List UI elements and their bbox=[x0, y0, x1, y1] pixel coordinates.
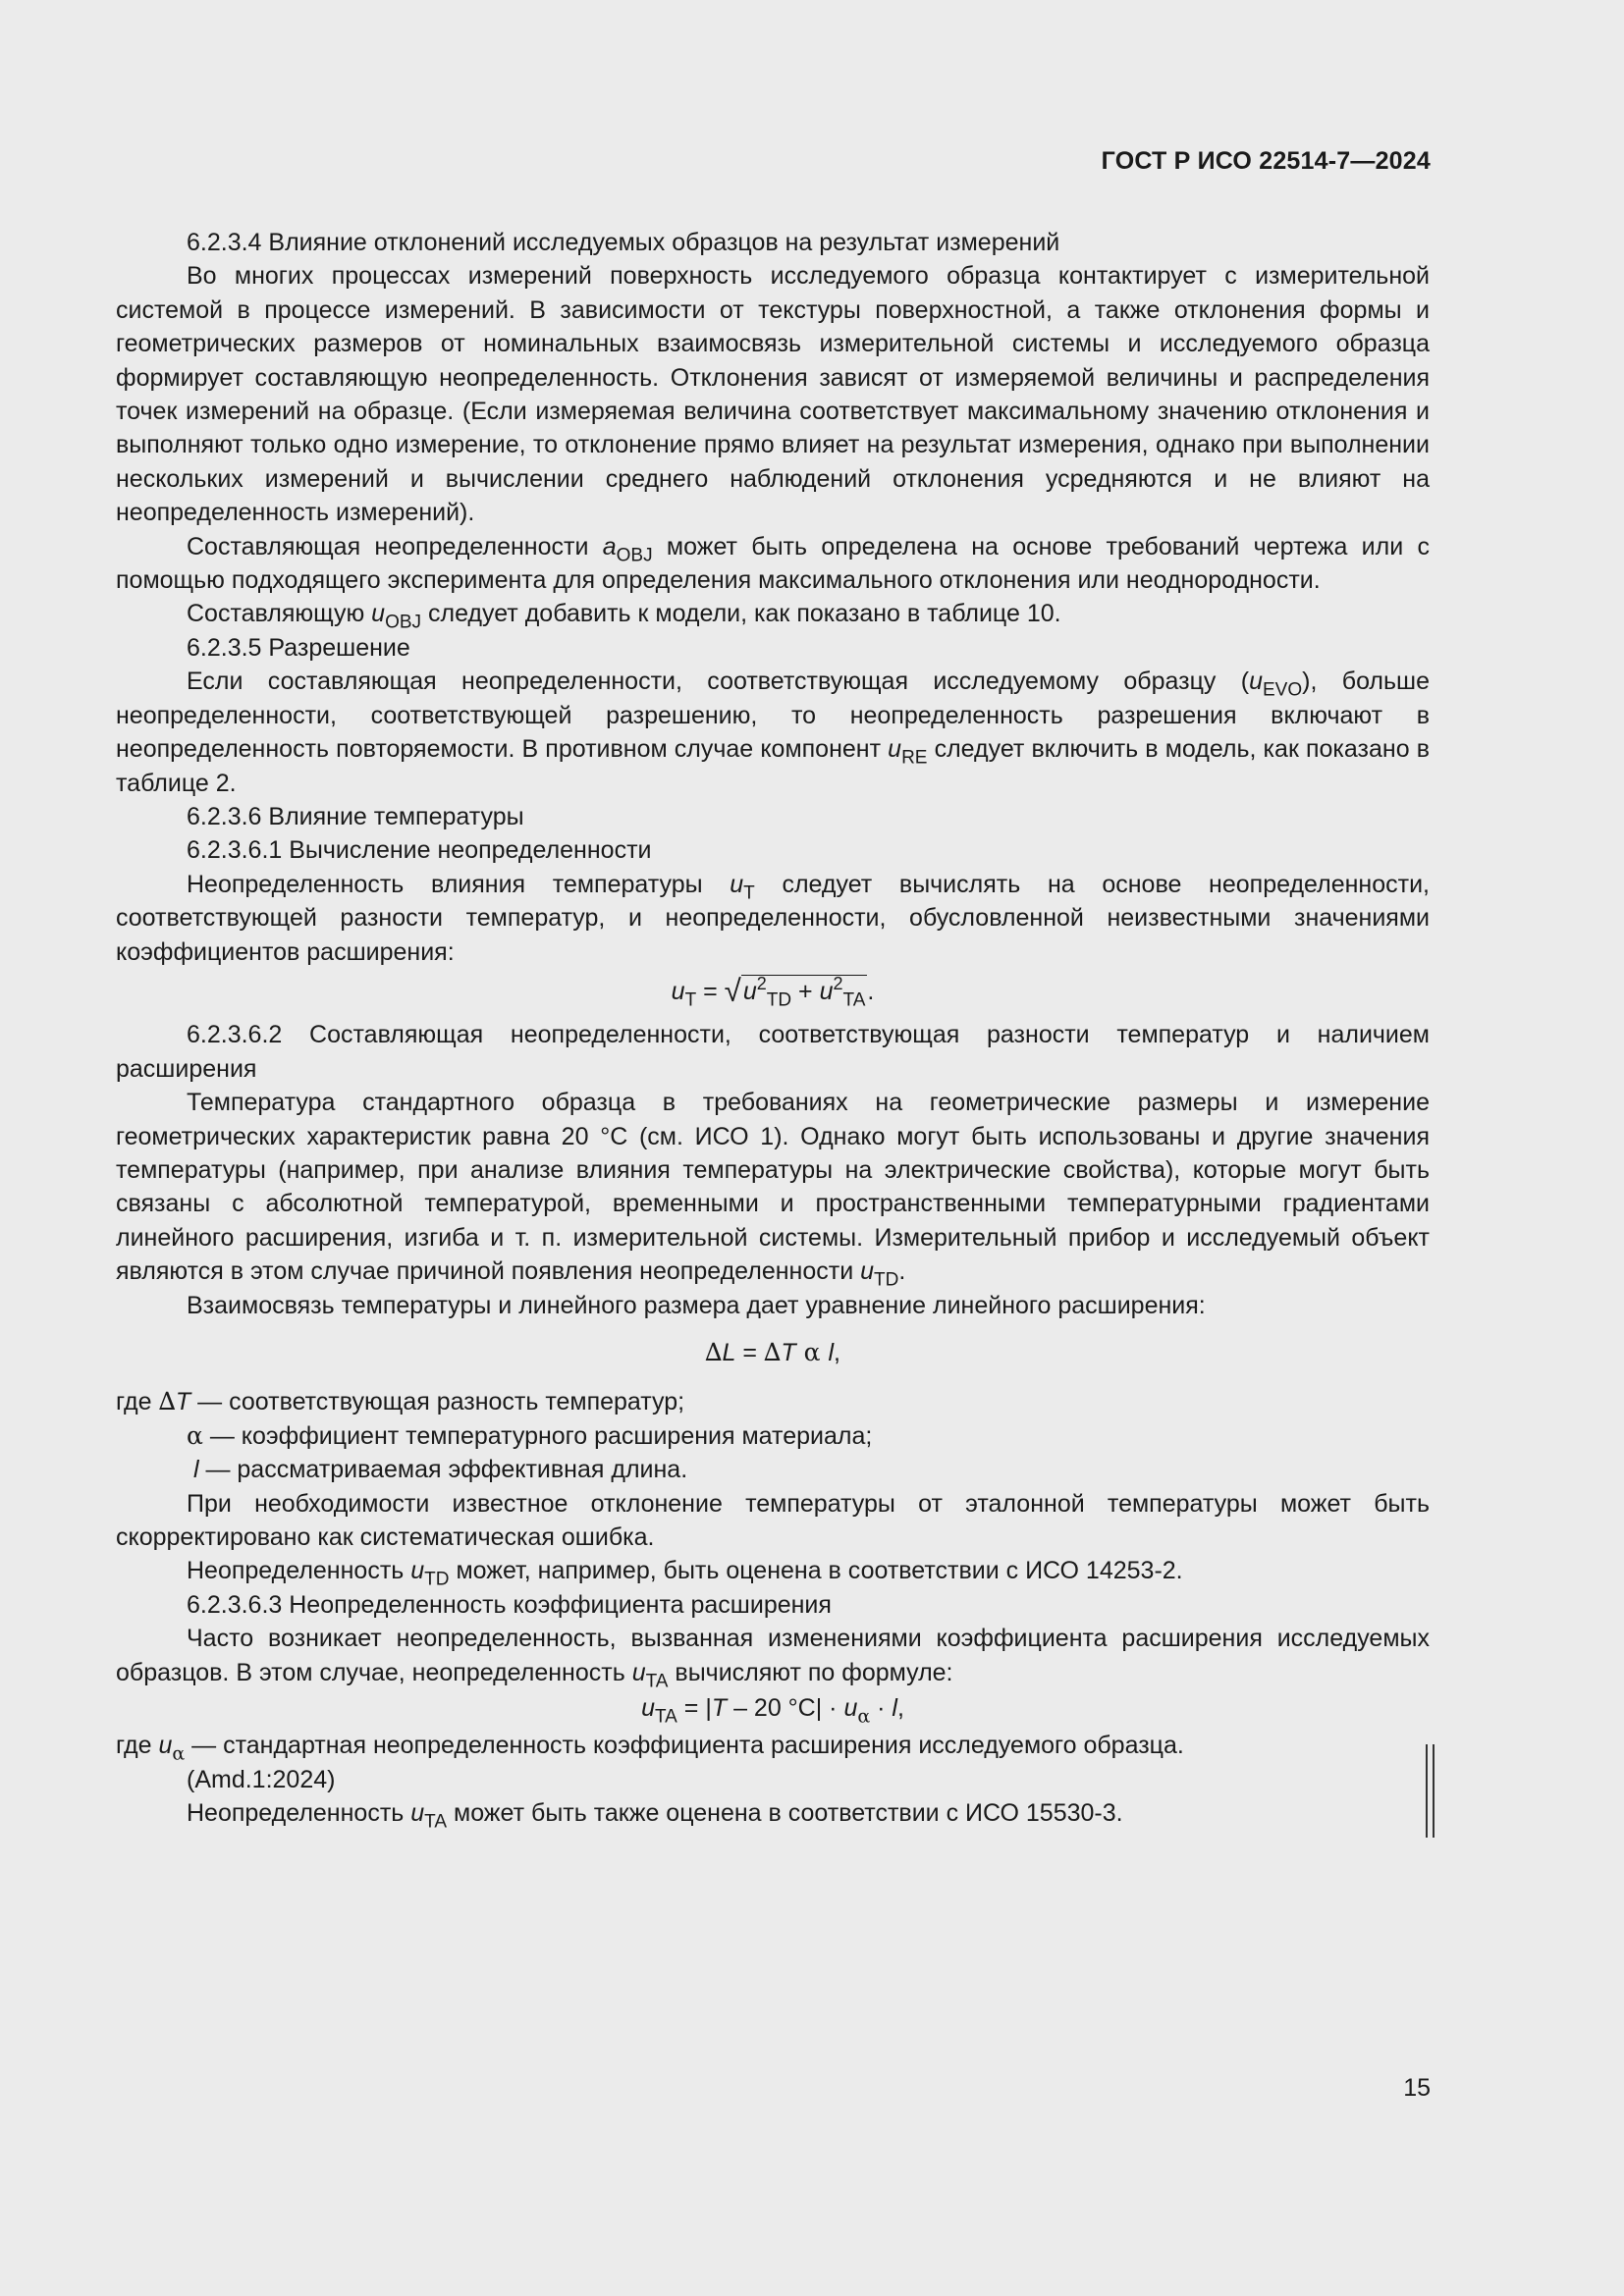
paragraph: При необходимости известное отклонение температуры от эталонной температуры может быть скорректировано как систематическая ошибка. bbox=[116, 1489, 1430, 1552]
page-number: 15 bbox=[1403, 2074, 1431, 2102]
where-item: где $u_\alpha$ — стандартная неопределенность коэффициента расширения исследуемого образца. bbox=[116, 1732, 1184, 1766]
where-item: l — рассматриваемая эффективная длина. bbox=[192, 1456, 688, 1484]
formula-uta: $u_{TA} = |T - 20$ $^\circ C| \cdot u_\alpha \cdot l$, bbox=[641, 1694, 904, 1728]
paragraph: Неопределенность $u_{TA}$ может быть также оценена в соответствии с ИСО 15530-3. bbox=[187, 1799, 1123, 1833]
document-body bbox=[116, 226, 1430, 1831]
symbol: a bbox=[602, 532, 617, 561]
amendment-note: (Amd.1:2024) bbox=[187, 1765, 336, 1793]
paragraph: Неопределенность влияния температуры $u_T$ следует вычислять на основе неопределенности, соответствующей разности температур, и неопределенности, обусловленной неизвестными значениями коэффициентов расширения: bbox=[116, 870, 1430, 966]
square-root: $√u^2_{TD} + u^2_{TA}$ bbox=[724, 973, 866, 1011]
paragraph: Если составляющая неопределенности, соответствующая исследуемому образцу $(u_{EVO})$, больше неопределенности, соответствующей разрешению, то неопределенность разрешения включают в неопределенность повторяемости. В противном случае компонент $u_{RE}$ следует включить в модель, как показано в таблице 2. bbox=[116, 667, 1431, 797]
paragraph: Температура стандартного образца в требованиях на геометрические размеры и измерение геометрических характеристик равна 20 °С (см. ИСО 1). Однако могут быть использованы и другие значения температуры (например, при анализе влияния температуры на электрические свойства), которые могут быть связаны с абсолютной температурой, временными и пространственными температурными градиентами линейного расширения, изгиба и т. п. измерительной системы. Измерительный прибор и исследуемый объект являются в этом случае причиной появления неопределенности $u_{TD}$. bbox=[116, 1089, 1430, 1291]
document-header: ГОСТ Р ИСО 22514-7—2024 bbox=[1101, 147, 1431, 175]
paragraph: Во многих процессах измерений поверхность исследуемого образца контактирует с измерительной системой в процессе измерений. В зависимости от текстуры поверхностной, а также отклонения формы и геометрических размеров от номинальных взаимосвязь измерительной системы и исследуемого образца формирует составляющую неопределенность. Отклонения зависят от измеряемой величины и распределения точек измерений на образце. (Если измеряемая величина соответствует максимальному значению отклонения и выполняют только одно измерение, то отклонение прямо влияет на результат измерения, однако при выполнении нескольких измерений и вычислении среднего наблюдений отклонения усредняются и не влияют на неопределенность измерений). bbox=[116, 262, 1430, 527]
formula-linear-expansion: ∆L = ∆T α l, bbox=[705, 1338, 840, 1366]
paragraph: Часто возникает неопределенность, вызванная изменениями коэффициента расширения исследуемых образцов. В этом случае, неопределенность $u_{TA}$ вычисляют по формуле: bbox=[116, 1625, 1430, 1692]
symbol: u bbox=[371, 600, 386, 628]
paragraph: Составляющая неопределенности $a_{OBJ}$ может быть определена на основе требований чертежа или с помощью подходящего эксперимента для определения максимального отклонения или неоднородности. bbox=[116, 532, 1430, 595]
section-heading-6-2-3-6-2: 6.2.3.6.2 Составляющая неопределенности, соответствующая разности температур и наличием расширения bbox=[116, 1021, 1430, 1083]
amendment-change-bar bbox=[1426, 1744, 1435, 1838]
where-item: где ∆T — соответствующая разность температур; bbox=[116, 1387, 685, 1416]
paragraph: Взаимосвязь температуры и линейного размера дает уравнение линейного расширения: bbox=[187, 1291, 1206, 1319]
symbol: u bbox=[1249, 667, 1263, 696]
section-heading-6-2-3-4: 6.2.3.4 Влияние отклонений исследуемых образцов на результат измерений bbox=[187, 229, 1060, 256]
section-heading-6-2-3-6: 6.2.3.6 Влияние температуры bbox=[187, 802, 524, 830]
formula-ut: $u_T = √u^2_{TD} + u^2_{TA}$. bbox=[671, 973, 875, 1011]
section-heading-6-2-3-6-3: 6.2.3.6.3 Неопределенность коэффициента расширения bbox=[187, 1590, 832, 1619]
paragraph: Неопределенность $u_{TD}$ может, например, быть оценена в соответствии с ИСО 14253-2. bbox=[187, 1557, 1183, 1591]
section-heading-6-2-3-5: 6.2.3.5 Разрешение bbox=[187, 633, 410, 662]
section-heading-6-2-3-6-1: 6.2.3.6.1 Вычисление неопределенности bbox=[187, 836, 652, 865]
paragraph: Составляющую $u_{OBJ}$ следует добавить к модели, как показано в таблице 10. bbox=[187, 600, 1061, 634]
where-item: α — коэффициент температурного расширения материала; bbox=[187, 1420, 873, 1450]
symbol: u bbox=[888, 735, 902, 764]
